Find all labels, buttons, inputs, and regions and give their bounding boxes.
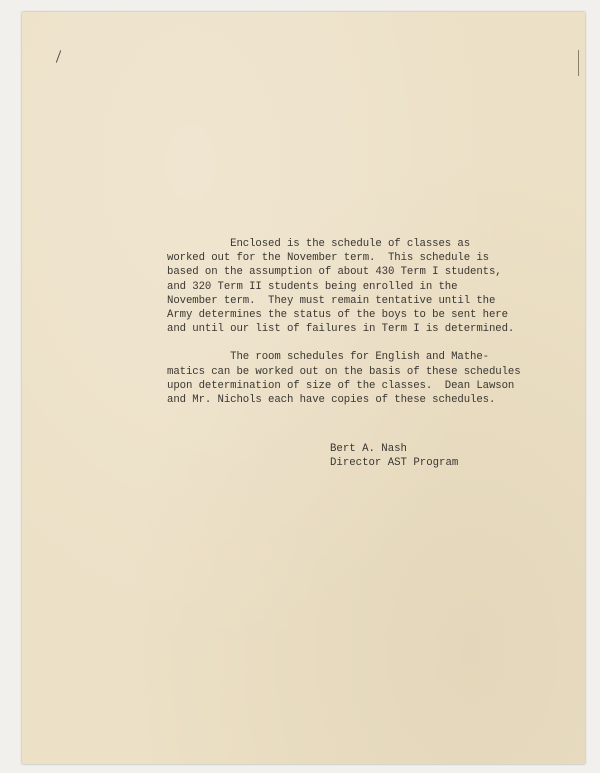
pencil-mark — [56, 50, 61, 63]
text-line: matics can be worked out on the basis of these schedules — [167, 365, 521, 378]
edge-mark — [578, 50, 579, 76]
text-line: upon determination of size of the classes. Dean Lawson — [167, 379, 515, 392]
paragraph-1 — [167, 237, 567, 336]
text-line: and 320 Term II students being enrolled in the — [167, 280, 458, 293]
text-line: November term. They must remain tentative until the — [167, 294, 496, 307]
paragraph-2 — [167, 350, 567, 407]
text-line: and Mr. Nichols each have copies of these schedules. — [167, 394, 496, 407]
signer-title: Director AST Program — [330, 457, 459, 470]
signer-name: Bert A. Nash — [330, 443, 407, 455]
text-line: based on the assumption of about 430 Term I students, — [167, 266, 502, 279]
paragraph-spacer — [167, 336, 567, 350]
letter-body — [167, 237, 567, 407]
text-line: worked out for the November term. This schedule is — [167, 252, 489, 265]
text-line: Army determines the status of the boys to be sent here — [167, 309, 508, 322]
text-line: The room schedules for English and Mathe- — [167, 351, 489, 364]
signature-block — [330, 442, 458, 470]
typed-letter-page — [22, 12, 585, 764]
text-line: and until our list of failures in Term I is determined. — [167, 323, 515, 336]
text-line: Enclosed is the schedule of classes as — [167, 238, 471, 250]
